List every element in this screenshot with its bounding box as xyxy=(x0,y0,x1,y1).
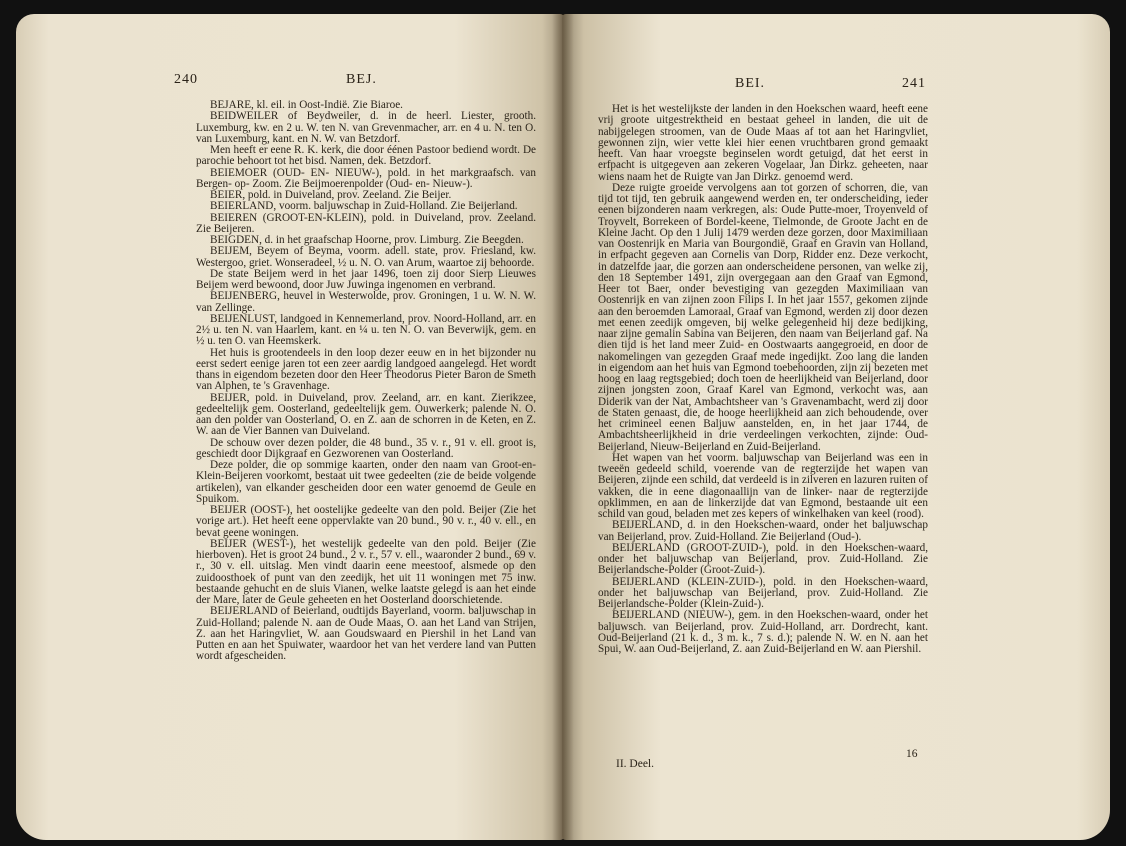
entry-paragraph: Deze ruigte groeide vervolgens aan tot gorzen of schorren, die, van tijd tot tijd, ten gebruik aangewend werden en, ter onderscheiding, ieder eenen bijzonderen naam verkregen, als: Oude Putte-moer, Troyenveld of Troyvelt, Borrekeen of Bordel-keene, Tielmonde, de Groote Jacht en de Kleine Jacht. Op den 1 Julij 1479 werden deze gorzen, door Maximiliaan van Oostenrijk en Maria van Bourgondië, Graaf en Gravin van Holland, in erfpacht gegeven aan Cornelis van Dorp, Ridder enz. Deze verkocht, in datzelfde jaar, die gorzen aan onderscheidene personen, van welke zij, den 18 September 1491, zijn overgegaan aan den Graaf van Egmond, Heer tot Baer, onder bevestiging van gezegden Maximiliaan van Oostenrijk en van zijnen zoon Filips I. In het jaar 1557, gekomen zijnde aan den beroemden Lamoraal, Graaf van Egmond, werden zij door dezen met eenen zeedijk omgeven, bij welke gelegenheid hij deze bedijking, naar zijne gemalin Sabina van Beijeren, den naam van Beijerland gaf. Na dien tijd is het land meer Zuid- en Oostwaarts aangegroeid, en door de nakomelingen van gezegden Graaf mede ingedijkt. Zoo lang die landen in eigendom aan het huis van Egmond toebehoorden, zijn zij bezeten met hoog en laag regtsgebied; doch toen de heerlijkheid van Beijerland, door zijnen jongsten zoon, Graaf Karel van Egmond, verkocht was, aan Diderik van der Nat, Ambachtsheer van 's Gravenambacht, werd zij door de Staten genaast, die, de hooge heerlijkheid aan zich behoudende, over het crimineel eenen Baljuw aanstelden, en, in het jaar 1744, de Ambachtsheerlijkheid in drie verdeelingen verkochten, zijnde: Oud-Beijerland, Nieuw-Beijerland en Zuid-Beijerland. xyxy=(598,181,928,453)
right-text-column xyxy=(598,104,928,655)
open-book xyxy=(16,14,1110,840)
entry-paragraph: BEIJER, pold. in Duiveland, prov. Zeeland, arr. en kant. Zierikzee, gedeeltelijk gem. Oosterland, gedeeltelijk gem. Ouwerkerk; palende N. O. aan den polder van Oosterland, O. en Z. aan de schorren in de Keten, en Z. W. aan de Vier Bannen van Duiveland. xyxy=(196,391,536,438)
entry-paragraph: De state Beijem werd in het jaar 1496, toen zij door Sierp Lieuwes Beijem werd bewoond, door Juw Juwinga ingenomen en verbrand. xyxy=(196,267,536,291)
entry-paragraph: BEIJERLAND, d. in den Hoekschen-waard, onder het baljuwschap van Beijerland, prov. Zuid-Holland. Zie Beijerland (Oud-). xyxy=(598,519,928,543)
entry-paragraph: BEIEREN (GROOT-EN-KLEIN), pold. in Duiveland, prov. Zeeland. Zie Beijeren. xyxy=(196,211,536,235)
entry-paragraph: BEIJERLAND of Beierland, oudtijds Bayerland, voorm. baljuwschap in Zuid-Holland; palende N. aan de Oude Maas, O. aan het Land van Strijen, Z. aan het Haringvliet, W. aan Goudswaard en Piershil in het Land van Putten en aan het Spuiwater, waardoor het van het verdere land van Putten wordt afgescheiden. xyxy=(196,605,536,663)
book-gutter xyxy=(552,14,574,840)
right-page-number: 241 xyxy=(902,76,926,91)
entry-paragraph: BEIJERLAND (KLEIN-ZUID-), pold. in den Hoekschen-waard, onder het baljuwschap van Beijerland, prov. Zuid-Holland. Zie Beijerlandsche-Polder (Klein-Zuid-). xyxy=(598,575,928,610)
entry-paragraph: BEIGDEN, d. in het graafschap Hoorne, prov. Limburg. Zie Beegden. xyxy=(210,234,524,246)
entry-paragraph: BEIJERLAND (GROOT-ZUID-), pold. in den Hoekschen-waard, onder het baljuwschap van Beijerland, prov. Zuid-Holland. Zie Beijerlandsche-Polder (Groot-Zuid-). xyxy=(598,541,928,577)
entry-paragraph: BEIJENLUST, landgoed in Kennemerland, prov. Noord-Holland, arr. en 2½ u. ten N. van Haarlem, kant. en ¼ u. ten N. O. van Beverwijk, gem. en ½ u. ten O. van Heemskerk. xyxy=(196,312,536,348)
entry-paragraph: BEIERLAND, voorm. baljuwschap in Zuid-Holland. Zie Beijerland. xyxy=(210,200,518,213)
volume-signature: II. Deel. xyxy=(616,758,654,770)
entry-paragraph: BEIER, pold. in Duiveland, prov. Zeeland. Zie Beijer. xyxy=(210,189,452,201)
entry-paragraph: Deze polder, die op sommige kaarten, onder den naam van Groot-en-Klein-Beijeren voorkomt, bestaat uit twee gedeelten (zie de beide volgende artikelen), van elkander gescheiden door een water genoemd de Geule en Spuikom. xyxy=(196,459,536,505)
left-running-head: BEJ. xyxy=(346,72,377,87)
entry-paragraph: Het is het westelijkste der landen in den Hoekschen waard, heeft eene vrij groote uitgestrektheid en bestaat geheel in landen, die uit de nabijgelegen stroomen, van de Oude Maas af tot aan het Haringvliet, gewonnen zijn, wier vette klei hier eenen vruchtbaren grond gemaakt heeft. Van haar vroegste beginselen wordt getuigd, dat het eerst in erfpacht is uitgegeven aan zekeren Vogelaar, Jan Dirkz. geheeten, naar wiens naam het de Ruigte van Jan Dirkz. genoemd werd. xyxy=(598,103,928,183)
entry-paragraph: BEIJENBERG, heuvel in Westerwolde, prov. Groningen, 1 u. W. N. W. van Zellinge. xyxy=(196,290,536,314)
entry-paragraph: De schouw over dezen polder, die 48 bund., 35 v. r., 91 v. ell. groot is, geschiedt door Dijkgraaf en Gezworenen van Oosterland. xyxy=(196,436,536,460)
entry-paragraph: BEIJERLAND (NIEUW-), gem. in den Hoekschen-waard, onder het baljuwsch. van Beijerland, prov. Zuid-Holland, arr. Dordrecht, kant. Oud-Beijerland (21 k. d., 3 m. k., 7 s. d.); palende N. W. en N. aan het Spui, W. aan Oud-Beijerland, Z. aan Zuid-Beijerland en W. aan Piershil. xyxy=(598,609,928,655)
entry-paragraph: BEIEMOER (OUD- EN- NIEUW-), pold. in het markgraafsch. van Bergen- op- Zoom. Zie Beijmoerenpolder (Oud- en- Nieuw-). xyxy=(196,166,536,190)
entry-paragraph: Het wapen van het voorm. baljuwschap van Beijerland was een in tweeën gedeeld schild, voerende van de regterzijde het wapen van Beijeren, zijnde een schild, dat verdeeld is in zilveren en lazuren ruiten of vakken, die in eene diagonaallijn van de linker- naar de regterzijde opklimmen, en aan de linkerzijde dat van Egmond, bestaande uit een schild van goud, beladen met zes kepers of winkelhaken van keel (rood). xyxy=(598,451,928,520)
right-running-head: BEI. xyxy=(735,76,766,91)
sheet-number: 16 xyxy=(906,748,918,760)
entry-paragraph: BEIDWEILER of Beydweiler, d. in de heerl. Liester, grooth. Luxemburg, kw. en 2 u. W. ten N. van Grevenmacher, arr. en 4 u. N. ten O. van Luxemburg, kant. en N. W. van Betzdorf. xyxy=(196,110,536,145)
entry-paragraph: BEIJER (OOST-), het oostelijke gedeelte van den pold. Beijer (Zie het vorige art.). Het heeft eene oppervlakte van 20 bund., 90 v. r., 40 v. ell., en bevat geene woningen. xyxy=(196,504,536,539)
entry-paragraph: BEJARE, kl. eil. in Oost-Indië. Zie Biaroe. xyxy=(210,99,403,111)
entry-paragraph: BEIJER (WEST-), het westelijk gedeelte van den pold. Beijer (Zie hierboven). Het is groot 24 bund., 2 v. r., 57 v. ell., waaronder 2 bund., 69 v. r., 30 v. ell. uitslag. Men vindt daarin eene meestoof, alsmede op den zuidoosthoek of punt van den zeedijk, het uit 11 woningen met 75 inw. bestaande gehucht en de sluis Vianen, welke laatste gelegd is aan het einde der Mare, later de Geule geheeten en het Oosterland doorschietende. xyxy=(196,537,536,606)
left-page-number: 240 xyxy=(174,72,198,87)
left-text-column xyxy=(196,100,536,663)
entry-paragraph: Men heeft er eene R. K. kerk, die door éénen Pastoor bediend wordt. De parochie behoort tot het bisd. Namen, dek. Betzdorf. xyxy=(196,144,536,168)
entry-paragraph: Het huis is grootendeels in den loop dezer eeuw en in het bijzonder nu eerst sedert eenige jaren tot een zeer aardig landgoed aangelegd. Het wordt thans in eigendom bezeten door den Heer Theodorus Pieter Baron de Smeth van Alphen, te 's Gravenhage. xyxy=(196,346,536,393)
entry-paragraph: BEIJEM, Beyem of Beyma, voorm. adell. state, prov. Friesland, kw. Westergoo, griet. Wonseradeel, ½ u. N. O. van Arum, waartoe zij behoorde. xyxy=(196,245,536,269)
